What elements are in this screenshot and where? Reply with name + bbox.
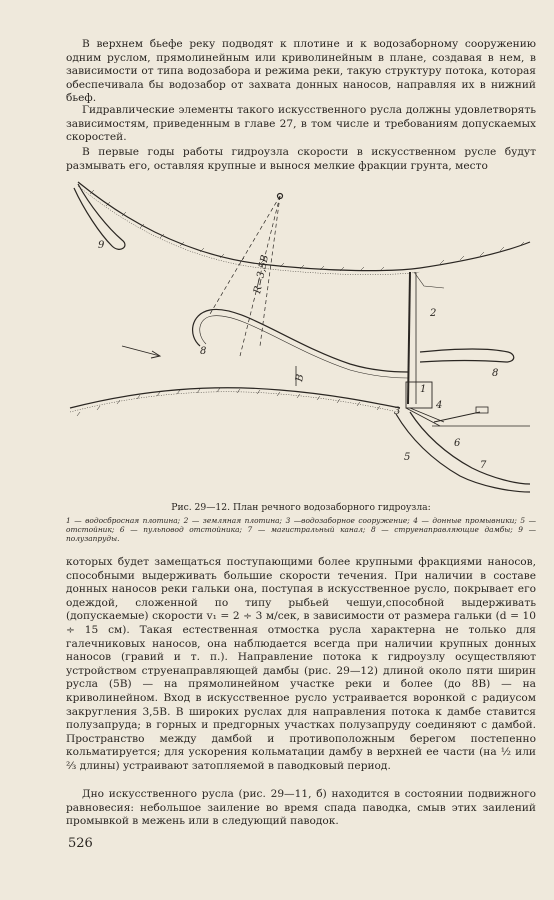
label-width: B xyxy=(294,373,307,383)
intake-structure xyxy=(406,382,432,408)
guide-dam-8-left xyxy=(193,309,408,372)
label-4: 4 xyxy=(436,400,443,411)
hydro-plan-figure xyxy=(60,176,540,494)
paragraph-5: Дно искусственного русла (рис. 29—11, б) находится в состоянии подвижного равновесия: небольшое заиление во время спада паводка, смыв этих заилений промывкой в межень или в следующий паводок. xyxy=(66,788,536,828)
label-8b: 8 xyxy=(492,368,499,379)
paragraph-3: В первые годы работы гидроузла скорости в искусственном русле будут размывать его, оставляя крупные и вынося мелкие фракции грунта, место xyxy=(66,146,536,172)
label-2: 2 xyxy=(430,308,437,319)
label-9: 9 xyxy=(98,240,105,251)
label-1: 1 xyxy=(420,384,427,395)
flow-arrow xyxy=(122,346,160,356)
upper-bank xyxy=(78,182,530,271)
label-radius: R=3,5B xyxy=(252,254,272,295)
label-5: 5 xyxy=(404,452,411,463)
label-8a: 8 xyxy=(200,346,207,357)
lower-bank xyxy=(70,388,400,408)
earth-dam-2 xyxy=(408,272,410,404)
guide-dam-8-right xyxy=(420,349,514,362)
pipe-6 xyxy=(434,412,480,422)
paragraph-1: В верхнем бьефе реку подводят к плотине и к водозаборному сооружению одним руслом, прямолинейным или криволинейным в плане, создавая в нем, в зависимости от типа водозабора и режима реки, такую структуру потока, которая обеспечивала бы водозабор от захвата донных наносов, направляя их в нижний бьеф. xyxy=(66,38,536,105)
label-6: 6 xyxy=(454,438,461,449)
label-7: 7 xyxy=(480,460,487,471)
figure-title: Рис. 29—12. План речного водозаборного гидроузла: xyxy=(171,502,431,513)
figure-legend: 1 — водосбросная плотина; 2 — земляная плотина; 3 —водозаборное сооружение; 4 — донные промывники; 5 —отстойник; 6 — пульповод отстойника; 7 — магистральный канал; 8 — струенаправляющие дамбы; 9 — полузапруды. xyxy=(66,516,536,544)
page-number: 526 xyxy=(68,836,93,851)
paragraph-4: которых будет замещаться поступающими более крупными фракциями наносов, способными выдерживать большие скорости течения. При наличии в составе донных наносов реки гальки она, поступая в искусственное русло, покрывает его одеждой, сложенной по типу рыбьей чешуи,способной выдерживать (допускаемые) скорости v₁ = 2 ÷ 3 м/сек, в зависимости от размера гальки (d = 10 ÷ 15 см). Такая естественная отмостка русла характерна не только для галечниковых наносов, она наблюдается всегда при наличии крупных донных наносов (гравий и т. п.). Направление потока к гидроузлу осуществляют устройством струенаправляющей дамбы (рис. 29—12) длиной около пяти ширин русла (5B) — на прямолинейном участке реки и более (до 8B) — на криволинейном. Вход в искусственное русло устраивается воронкой с радиусом закругления 3,5B. В широких руслах для направления потока к дамбе ставится полузапруда; в горных и предгорных участках полузапруду соединяют с дамбой. Пространство между дамбой и противоположным берегом постепенно кольматируется; для ускорения кольматации дамбу в верхней ее части (на ½ или ⅔ длины) устраивают затопляемой в паводковый период. xyxy=(66,556,536,772)
label-3: 3 xyxy=(394,406,401,417)
paragraph-2: Гидравлические элементы такого искусственного русла должны удовлетворять зависимостям, приведенным в главе 27, в том числе и требованиям допускаемых скоростей. xyxy=(66,104,536,144)
